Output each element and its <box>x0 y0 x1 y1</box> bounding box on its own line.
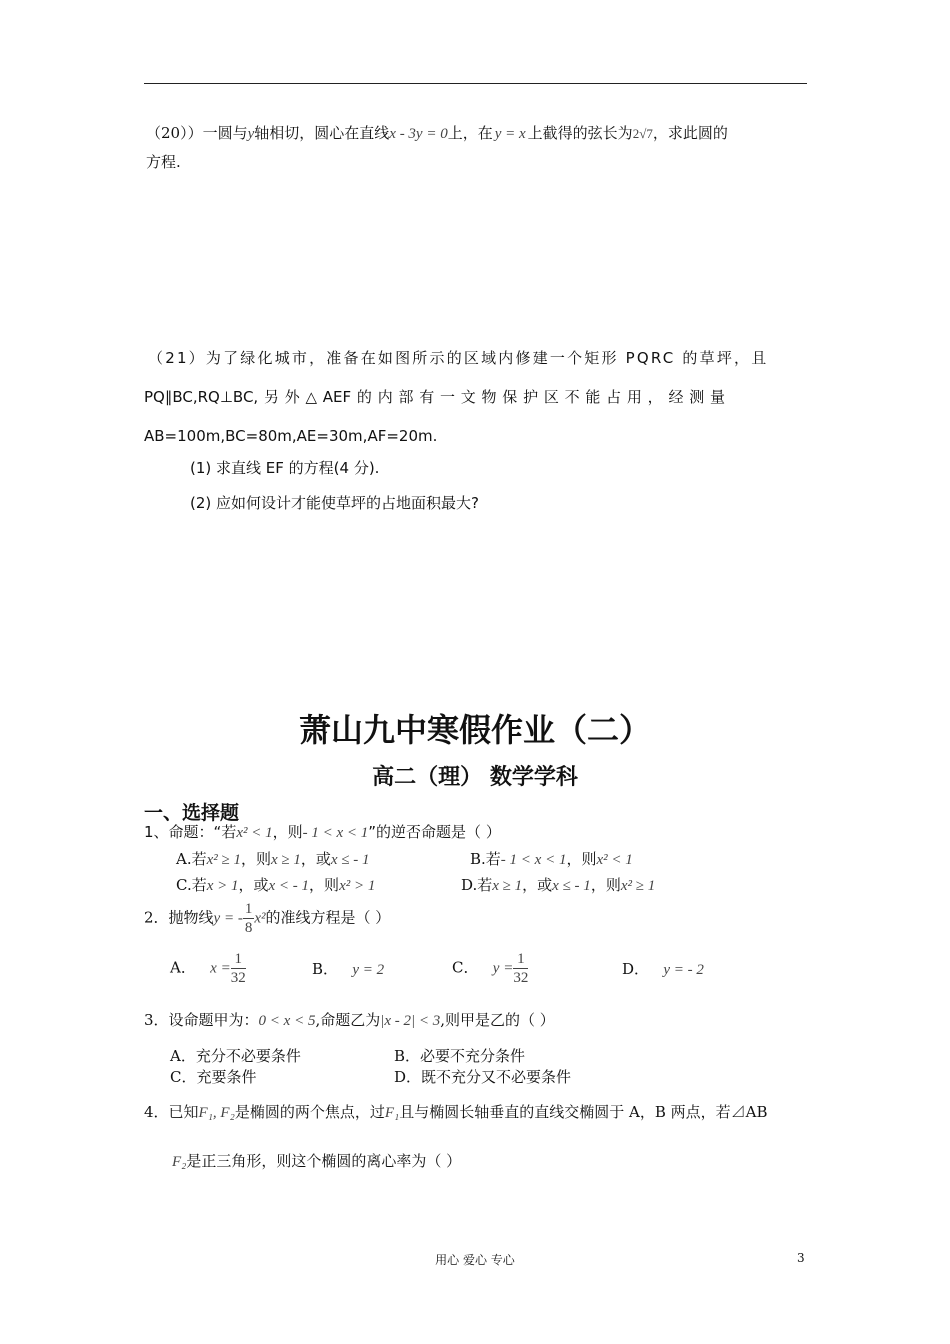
q2-text: 的准线方程是（ ） <box>265 908 391 927</box>
q3-text: ,则甲是乙的（ ） <box>440 1011 555 1029</box>
q2-math: y = <box>492 960 514 977</box>
page-title: 萧山九中寒假作业（二） <box>298 711 651 749</box>
q2-option-c <box>452 950 528 987</box>
q1-option-b <box>470 850 633 870</box>
q21-sub1: (1) 求直线 EF 的方程(4 分). <box>190 459 380 477</box>
q1-option-d <box>461 876 655 896</box>
fraction-numerator: 1 <box>244 901 253 917</box>
q1-math: - 1 < x < 1 <box>500 852 567 868</box>
q4-math: F₁ <box>384 1105 400 1121</box>
q20-math-y: y <box>247 126 255 142</box>
q1-text: ，则 <box>241 850 272 868</box>
q21-line2: PQ∥BC,RQ⊥BC, 另 外 △ AEF 的 内 部 有 一 文 物 保 护 区 不 能 占 用 ， 经 测 量 <box>144 388 725 406</box>
q1-math: x² > 1 <box>339 878 376 894</box>
q1-math: x ≥ 1 <box>492 878 523 894</box>
q1-math: x² ≥ 1 <box>206 852 241 868</box>
page-number: 3 <box>797 1251 805 1265</box>
q3-math: |x - 2| < 3 <box>380 1013 441 1029</box>
q1-text: ，则 <box>272 823 303 841</box>
header-rule <box>144 83 807 84</box>
q4-text: 且与椭圆长轴垂直的直线交椭圆于 A，B 两点，若⊿AB <box>399 1103 768 1121</box>
q20-text: 上，在 <box>447 124 493 142</box>
option-label: A.若 <box>176 850 207 868</box>
q3-option-b: B．必要不充分条件 <box>394 1047 526 1065</box>
fraction-numerator: 1 <box>231 950 246 969</box>
q20-line1 <box>146 124 728 144</box>
q4-math: F₂ <box>172 1154 187 1170</box>
q20-math-line2: y = x <box>494 126 526 142</box>
footer-motto: 用心 爱心 专心 <box>435 1253 515 1267</box>
fraction-denominator: 32 <box>513 970 529 986</box>
q4-stem-line2 <box>172 1152 461 1172</box>
q3-math: 0 < x < 5 <box>258 1013 316 1029</box>
q3-option-d: D．既不充分又不必要条件 <box>394 1068 572 1086</box>
q20-text: 上截得的弦长为 <box>527 124 633 142</box>
option-label: C． <box>452 958 479 977</box>
q1-text: 1、命题：“若 <box>144 823 237 841</box>
q3-text: ,命题乙为 <box>315 1011 381 1029</box>
q4-math: F₁, F₂ <box>198 1105 235 1121</box>
q4-stem-line1 <box>144 1103 767 1123</box>
q3-option-c: C．充要条件 <box>170 1068 257 1086</box>
q1-text: ，或 <box>238 876 269 894</box>
q2-option-d <box>622 960 704 980</box>
q20-text: 轴相切，圆心在直线 <box>254 124 390 142</box>
option-label: D.若 <box>461 876 493 894</box>
q2-option-b <box>312 960 384 980</box>
q21-sub2: (2) 应如何设计才能使草坪的占地面积最大? <box>190 494 479 512</box>
q1-text: ”的逆否命题是（ ） <box>368 823 501 841</box>
fraction-numerator: 1 <box>513 950 528 969</box>
q3-text: 3．设命题甲为： <box>144 1011 259 1029</box>
q1-text: ，则 <box>566 850 597 868</box>
q4-text: 4．已知 <box>144 1103 199 1121</box>
q2-option-a <box>170 950 246 987</box>
q1-math: x ≥ 1 <box>271 852 301 868</box>
q1-math: x² < 1 <box>236 825 273 841</box>
option-label: D． <box>622 960 650 978</box>
q1-math: x ≤ - 1 <box>330 852 370 868</box>
q21-line3: AB=100m,BC=80m,AE=30m,AF=20m. <box>144 427 438 445</box>
page-subtitle: 高二（理） 数学学科 <box>372 765 578 790</box>
q20-math-chord: 2√7 <box>632 126 653 141</box>
option-label: A． <box>170 958 196 977</box>
q1-text: ，或 <box>300 850 331 868</box>
q1-stem <box>144 823 501 843</box>
q1-option-c <box>176 876 375 896</box>
q2-math: x² <box>254 910 266 927</box>
fraction-denominator: 8 <box>244 920 253 936</box>
q2-stem <box>144 900 390 937</box>
q20-math-line: x - 3y = 0 <box>389 126 448 142</box>
option-label: B.若 <box>470 850 501 868</box>
q2-math: y = 2 <box>352 962 385 978</box>
q21-line1: （21）为了绿化城市，准备在如图所示的区域内修建一个矩形 PQRC 的草坪，且 <box>148 349 769 367</box>
q4-text: 是正三角形，则这个椭圆的离心率为（ ） <box>186 1152 462 1170</box>
q1-math: x < - 1 <box>268 878 310 894</box>
q3-option-a: A．充分不必要条件 <box>170 1047 301 1065</box>
q1-math: x² ≥ 1 <box>620 878 656 894</box>
q2-math: y = - <box>213 910 243 927</box>
q20-text: （20））一圆与 <box>146 124 248 142</box>
q2-option-c-fraction <box>513 950 528 987</box>
q2-text: 2．抛物线 <box>144 908 214 927</box>
q1-text: ，或 <box>522 876 553 894</box>
q2-math: x = <box>210 960 231 977</box>
q2-fraction <box>243 900 255 937</box>
q2-math: y = - 2 <box>663 962 704 978</box>
q2-option-a-fraction <box>231 950 246 987</box>
q20-text: ，求此圆的 <box>652 124 728 142</box>
fraction-denominator: 32 <box>230 970 246 986</box>
q1-text: ，则 <box>590 876 621 894</box>
q1-math: - 1 < x < 1 <box>302 825 369 841</box>
q1-text: ，则 <box>309 876 340 894</box>
q1-math: x > 1 <box>206 878 239 894</box>
q3-stem <box>144 1011 555 1031</box>
q20-line2: 方程. <box>146 153 181 171</box>
option-label: B． <box>312 960 339 978</box>
section-heading: 一、选择题 <box>144 802 240 824</box>
q1-math: x² < 1 <box>596 852 633 868</box>
q4-text: 是椭圆的两个焦点，过 <box>234 1103 385 1121</box>
option-label: C.若 <box>176 876 207 894</box>
q1-math: x ≤ - 1 <box>552 878 591 894</box>
q1-option-a <box>176 850 370 870</box>
